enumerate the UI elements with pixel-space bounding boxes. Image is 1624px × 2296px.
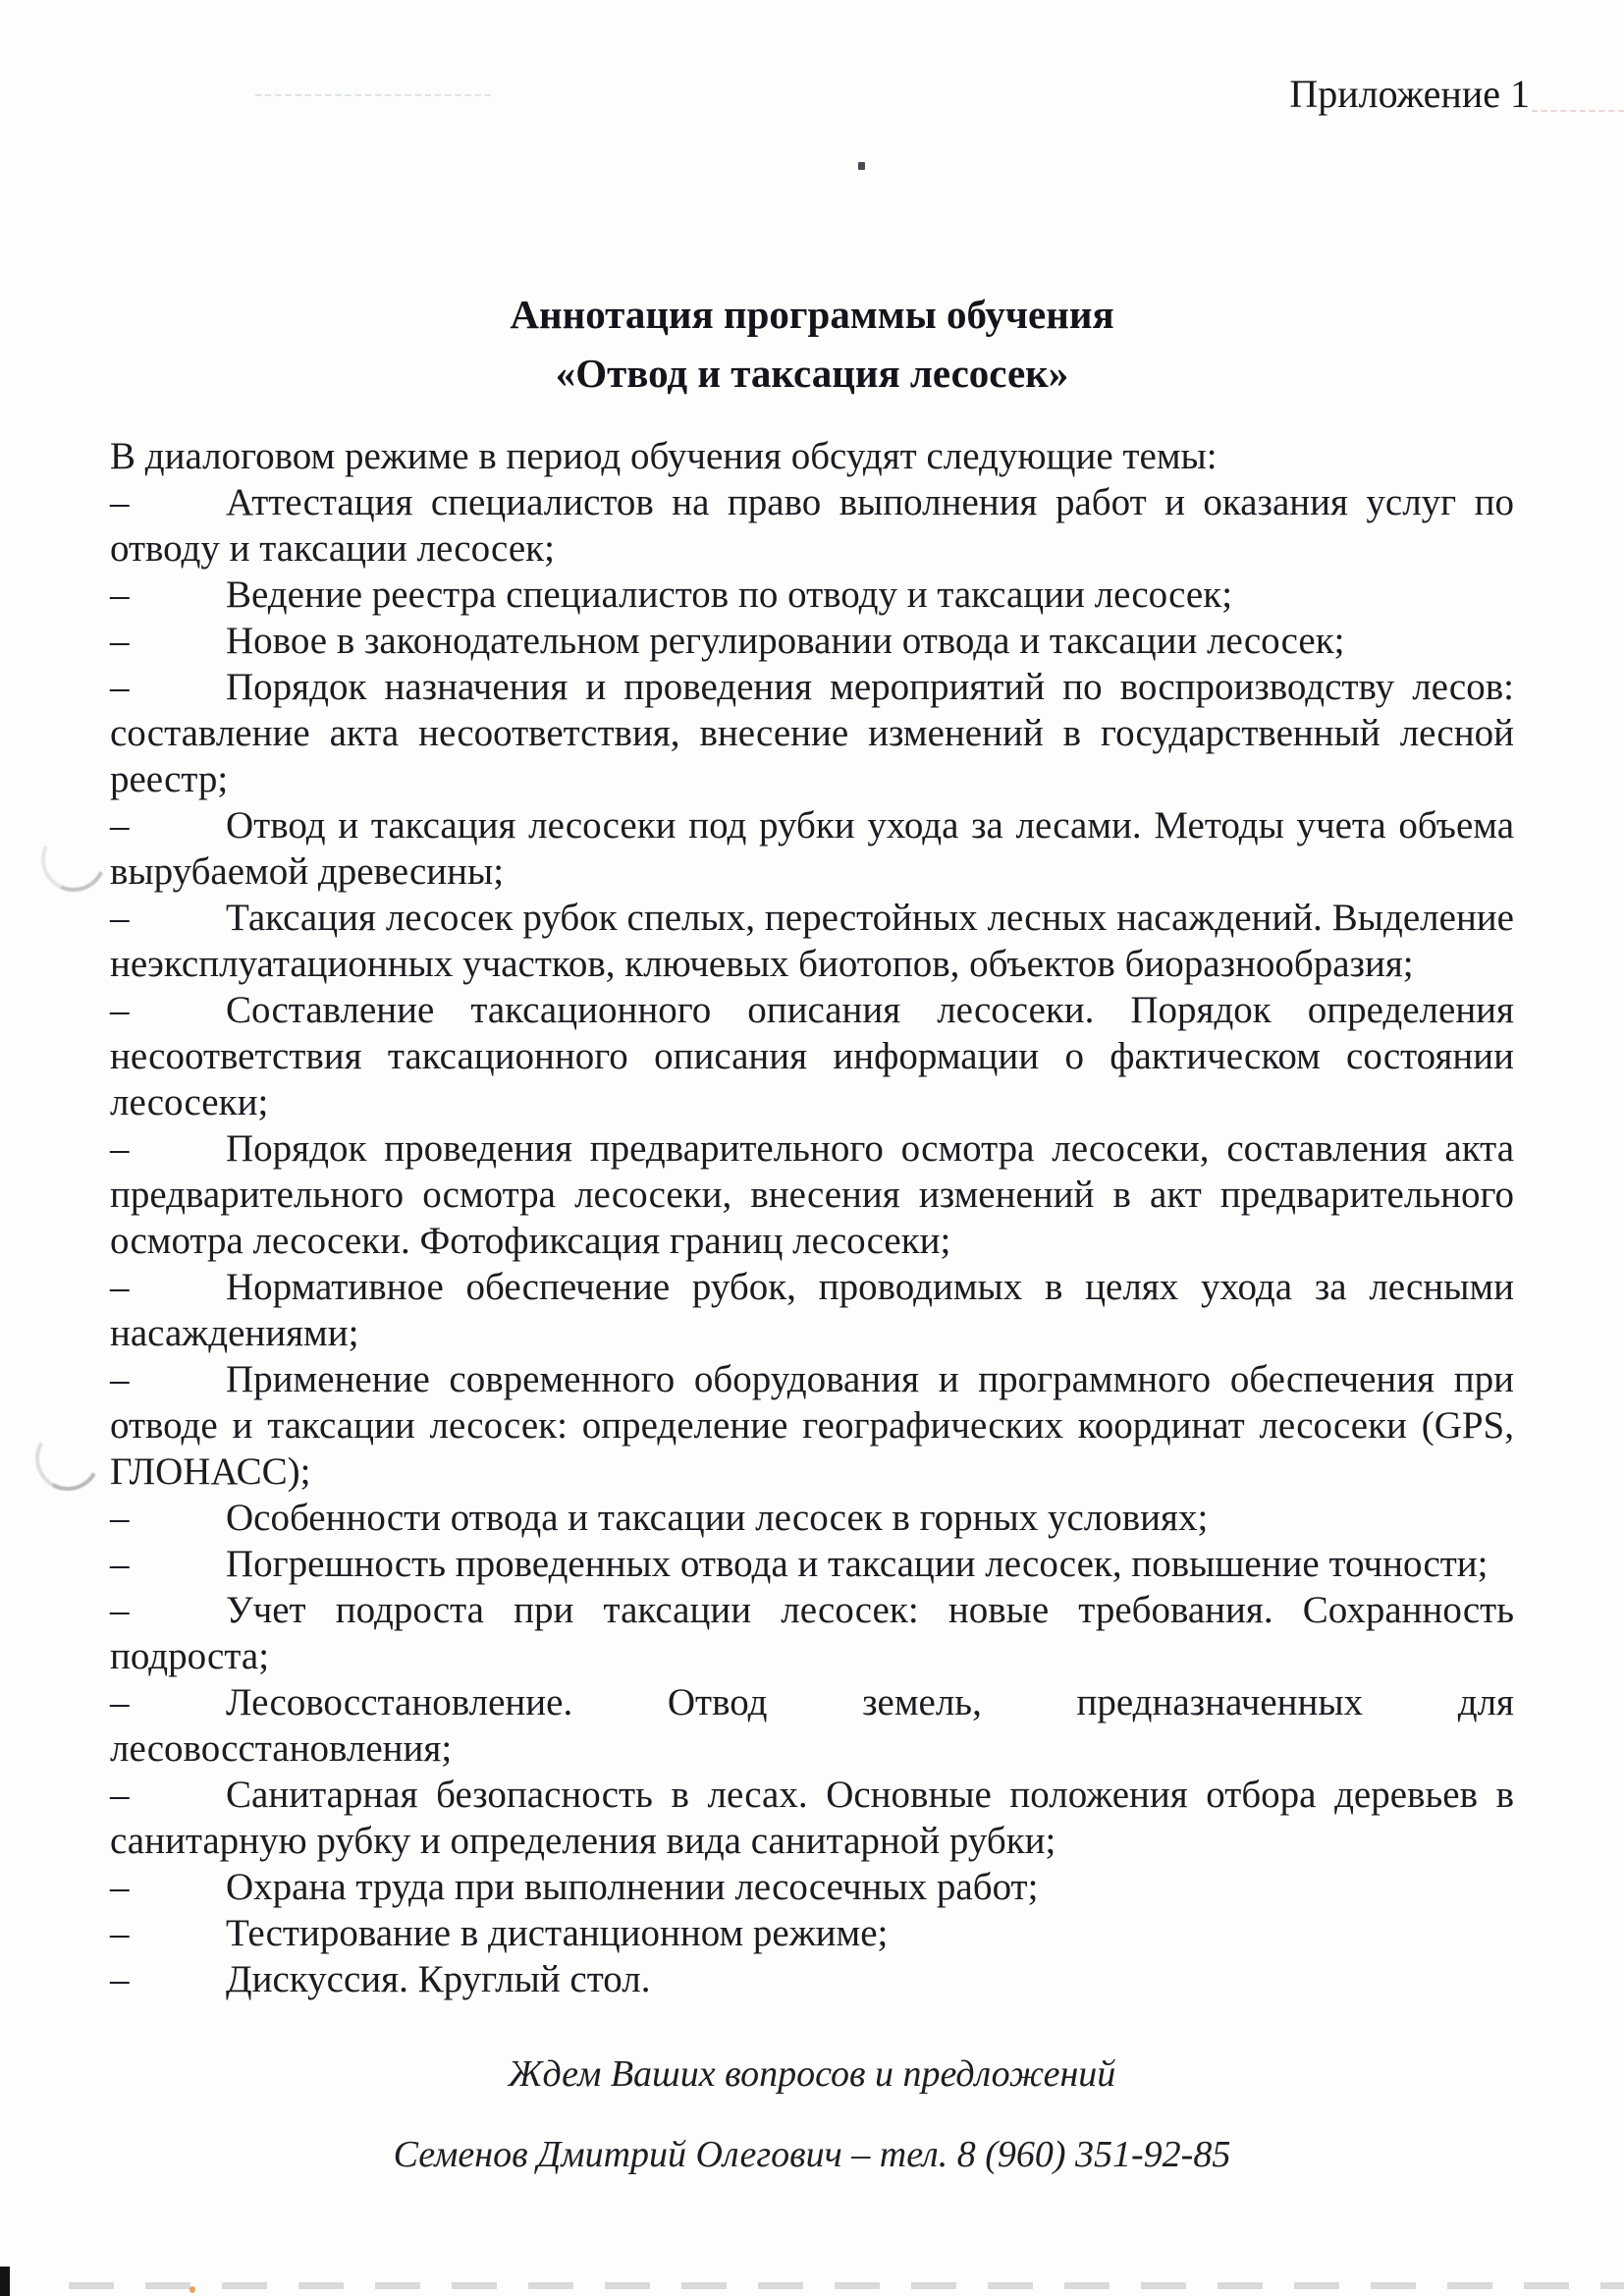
topic-text: Санитарная безопасность в лесах. Основные положения отбора деревьев в санитарную рубку и определения вида санитарной рубки; [110, 1774, 1514, 1862]
dash-marker: – [110, 1681, 130, 1723]
scan-bottom-edge [69, 2282, 1624, 2289]
topic-text: Лесовосстановление. Отвод земель, предназначенных для лесовосстановления; [110, 1681, 1514, 1770]
dash-marker: – [110, 1543, 130, 1585]
dash-marker: – [110, 1774, 130, 1816]
topic-item [110, 1495, 1514, 1541]
topic-text: Применение современного оборудования и программного обеспечения при отводе и таксации лесосек: определение географических координат лесосеки (GPS, ГЛОНАСС); [110, 1358, 1514, 1493]
document-footer [110, 2051, 1514, 2178]
scan-corner-mark [0, 2267, 10, 2296]
topic-text: Учет подроста при таксации лесосек: новые требования. Сохранность подроста; [110, 1589, 1514, 1677]
dash-marker: – [110, 1127, 130, 1170]
dash-marker: – [110, 989, 130, 1031]
dash-marker: – [110, 804, 130, 847]
intro-paragraph: В диалоговом режиме в период обучения обсудят следующие темы: [110, 435, 1218, 477]
document-title [110, 285, 1514, 403]
dash-marker: – [110, 1266, 130, 1308]
topics-list [110, 479, 1514, 2002]
topic-item [110, 1910, 1514, 1956]
hole-punch-shadow-top [32, 818, 116, 902]
dash-marker: – [110, 897, 130, 939]
topic-text: Новое в законодательном регулировании отвода и таксации лесосек; [226, 620, 1345, 662]
dash-marker: – [110, 481, 130, 523]
topic-text: Таксация лесосек рубок спелых, перестойных лесных насаждений. Выделение неэксплуатационных участков, ключевых биотопов, объектов биоразнообразия; [110, 897, 1514, 985]
scan-orange-speck [189, 2286, 195, 2293]
dash-marker: – [110, 574, 130, 616]
topic-item [110, 479, 1514, 572]
topic-item [110, 895, 1514, 987]
topic-text: Аттестация специалистов на право выполнения работ и оказания услуг по отводу и таксации лесосек; [110, 481, 1514, 570]
dash-marker: – [110, 1866, 130, 1908]
dash-marker: – [110, 1497, 130, 1539]
footer-note: Ждем Ваших вопросов и предложений [508, 2053, 1116, 2095]
dash-marker: – [110, 620, 130, 662]
topic-text: Порядок назначения и проведения мероприятий по воспроизводству лесов: составление акта несоответствия, внесение изменений в государственный лесной реестр; [110, 666, 1514, 800]
topic-item [110, 1679, 1514, 1772]
topic-text: Ведение реестра специалистов по отводу и таксации лесосек; [226, 574, 1233, 616]
title-line-2: «Отвод и таксация лесосек» [555, 351, 1069, 396]
dash-marker: – [110, 1358, 130, 1400]
topic-text: Составление таксационного описания лесосеки. Порядок определения несоответствия таксационного описания информации о фактическом состоянии лесосеки; [110, 989, 1514, 1123]
topic-item [110, 1541, 1514, 1587]
topic-text: Порядок проведения предварительного осмотра лесосеки, составления акта предварительного осмотра лесосеки, внесения изменений в акт предварительного осмотра лесосеки. Фотофиксация границ лесосеки; [110, 1127, 1514, 1262]
topic-item [110, 618, 1514, 664]
topic-item [110, 1125, 1514, 1264]
document-body [110, 433, 1514, 2178]
topic-item [110, 1864, 1514, 1910]
scan-dashed-line-right [1532, 110, 1624, 112]
title-line-1: Аннотация программы обучения [510, 292, 1114, 337]
topic-item [110, 1264, 1514, 1356]
appendix-label: Приложение 1 [1289, 72, 1530, 116]
topic-item [110, 1956, 1514, 2002]
topic-item [110, 1772, 1514, 1864]
topic-text: Нормативное обеспечение рубок, проводимых в целях ухода за лесными насаждениями; [110, 1266, 1514, 1354]
hole-punch-shadow-bottom [28, 1419, 108, 1499]
topic-item [110, 664, 1514, 802]
contact-line: Семенов Дмитрий Олегович – тел. 8 (960) 351-92-85 [393, 2134, 1231, 2175]
topic-item [110, 802, 1514, 895]
topic-item [110, 572, 1514, 618]
topic-text: Отвод и таксация лесосеки под рубки ухода за лесами. Методы учета объема вырубаемой древесины; [110, 804, 1514, 893]
topic-text: Охрана труда при выполнении лесосечных работ; [226, 1866, 1039, 1908]
topic-text: Дискуссия. Круглый стол. [226, 1958, 651, 2000]
topic-item [110, 1587, 1514, 1679]
dash-marker: – [110, 1958, 130, 2000]
topic-text: Особенности отвода и таксации лесосек в горных условиях; [226, 1497, 1209, 1539]
dash-marker: – [110, 1589, 130, 1631]
scan-speck-dot [858, 162, 865, 170]
topic-text: Погрешность проведенных отвода и таксации лесосек, повышение точности; [226, 1543, 1489, 1585]
topic-text: Тестирование в дистанционном режиме; [226, 1912, 889, 1954]
topic-item [110, 987, 1514, 1125]
dash-marker: – [110, 1912, 130, 1954]
dash-marker: – [110, 666, 130, 708]
topic-item [110, 1356, 1514, 1495]
